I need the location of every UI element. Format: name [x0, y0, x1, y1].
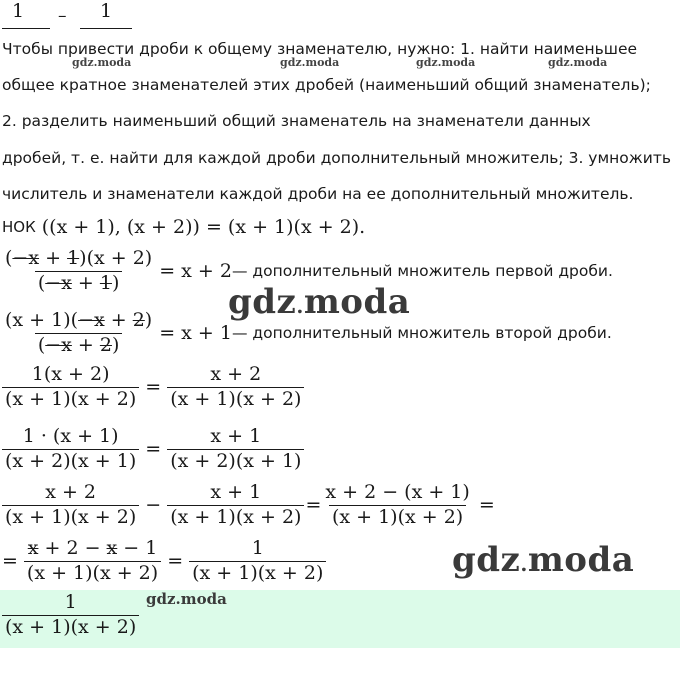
watermark-small-4: gdz.moda	[548, 56, 608, 69]
step-6-lhs: $\frac{x + 2 - x - 1}{(x + 1)(x + 2)}$	[24, 538, 161, 585]
watermark-big-2: gdz.moda	[452, 540, 635, 580]
step-3	[2, 364, 304, 411]
step-5	[2, 482, 501, 529]
nok-line	[2, 216, 365, 238]
step-6	[2, 538, 326, 585]
step-2-denominator: (−x + 2)	[35, 333, 123, 357]
step-4-lhs: $\frac{1 \cdot (x + 1)}{(x + 2)(x + 1)}$	[2, 426, 139, 473]
step-5-b: $\frac{x + 1}{(x + 1)(x + 2)}$	[167, 482, 304, 529]
watermark-small-3: gdz.moda	[416, 56, 476, 69]
step-2-result: = x + 1	[159, 322, 232, 345]
step-2-numerator: (x + 1)(−x + 2)	[5, 309, 153, 331]
paragraph-line-5: числитель и знаменатели каждой дроби на ее дополнительный множитель.	[2, 185, 634, 203]
watermark-big-1: gdz.moda	[228, 282, 411, 322]
step-2-text: — дополнительный множитель второй дроби.	[231, 324, 612, 343]
step-1-numerator: (−x + 1)(x + 2)	[5, 247, 153, 269]
step-1-result: = x + 2	[159, 260, 232, 283]
step-5-a: $\frac{x + 2}{(x + 1)(x + 2)}$	[2, 482, 139, 529]
step-4-eq: =	[145, 438, 162, 461]
step-5-c: $\frac{x + 2 - (x + 1)}{(x + 1)(x + 2)}$	[325, 481, 470, 528]
watermark-small-1: gdz.moda	[72, 56, 132, 69]
header-frac-b-num: 1	[100, 0, 113, 22]
paragraph-line-1: Чтобы привести дроби к общему знаменателю, нужно: 1. найти наименьшее	[2, 40, 638, 58]
step-5-minus: −	[145, 494, 162, 517]
watermark-small-2: gdz.moda	[280, 56, 340, 69]
answer	[2, 592, 139, 639]
header-frac-a-num: 1	[12, 0, 25, 22]
step-3-rhs: $\frac{x + 2}{(x + 1)(x + 2)}$	[167, 364, 304, 411]
step-3-eq: =	[145, 376, 162, 399]
step-6-eq: =	[167, 550, 184, 573]
step-2-fraction	[2, 310, 155, 357]
step-1-denominator: (−x + 1)	[35, 271, 123, 295]
step-4	[2, 426, 304, 473]
header-frac-a-bar	[2, 28, 50, 29]
answer-fraction: $\frac{1}{(x + 1)(x + 2)}$	[2, 592, 139, 639]
nok-expr: ((x + 1), (x + 2)) = (x + 1)(x + 2).	[41, 216, 366, 238]
paragraph-line-2: общее кратное знаменателей этих дробей (наименьший общий знаменатель);	[2, 76, 651, 94]
paragraph-line-3: 2. разделить наименьший общий знаменатель на знаменатели данных	[2, 112, 591, 130]
step-5-eq-1: =	[305, 494, 322, 517]
step-6-rhs: $\frac{1}{(x + 1)(x + 2)}$	[189, 538, 326, 585]
step-4-rhs: $\frac{x + 1}{(x + 2)(x + 1)}$	[167, 426, 304, 473]
step-3-lhs: $\frac{1(x + 2)}{(x + 1)(x + 2)}$	[2, 364, 139, 411]
nok-label: НОК	[2, 218, 36, 236]
step-2	[2, 310, 612, 357]
step-5-eq-2: =	[478, 494, 495, 517]
step-1-text: — дополнительный множитель первой дроби.	[231, 262, 613, 281]
step-1-fraction	[2, 248, 155, 295]
paragraph-line-4: дробей, т. е. найти для каждой дроби дополнительный множитель; 3. умножить	[2, 149, 671, 167]
watermark-answer: gdz.moda	[146, 590, 227, 608]
header-minus: –	[58, 6, 67, 26]
header-frac-b-bar	[80, 28, 132, 29]
step-6-eq-lead: =	[2, 550, 18, 573]
